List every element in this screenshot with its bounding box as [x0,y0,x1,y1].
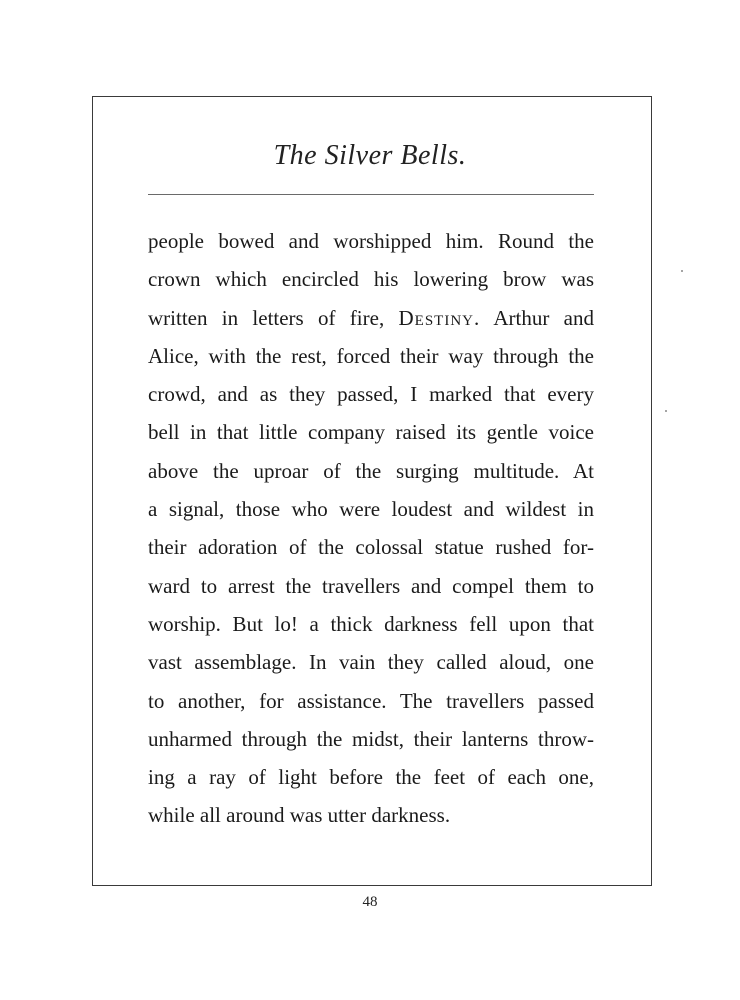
text-fragment: written in letters of fire, [148,305,385,330]
text-line: Alice, with the rest, forced their way through the [148,343,594,368]
text-fragment: Arthur and [493,305,594,330]
text-line: a signal, those who were loudest and wildest in [148,497,594,522]
text-line: bell in that little company raised its gentle voice [148,420,594,445]
text-line [148,299,594,337]
text-line: crown which encircled his lowering brow was [148,267,594,292]
text-line: vast assemblage. In vain they called aloud, one [148,650,594,675]
text-line: worship. But lo! a thick darkness fell upon that [148,611,594,636]
text-line: crowd, and as they passed, I marked that every [148,382,594,407]
text-line: their adoration of the colossal statue rushed for- [148,535,594,560]
text-line: above the uproar of the surging multitude. At [148,458,594,483]
running-head: The Silver Bells. [273,140,467,171]
body-text [148,222,594,835]
header-rule [148,194,594,195]
paper-speck [665,410,667,412]
text-line: unharmed through the midst, their lanterns throw- [148,726,594,751]
destiny-word: Destiny. [398,305,481,330]
text-line: ward to arrest the travellers and compel them to [148,573,594,598]
text-line: while all around was utter darkness. [148,803,451,828]
page-number: 48 [362,894,378,910]
text-line: people bowed and worshipped him. Round the [148,229,594,253]
text-line: to another, for assistance. The travellers passed [148,688,594,713]
text-line: ing a ray of light before the feet of each one, [148,765,594,790]
paper-speck [681,270,683,272]
